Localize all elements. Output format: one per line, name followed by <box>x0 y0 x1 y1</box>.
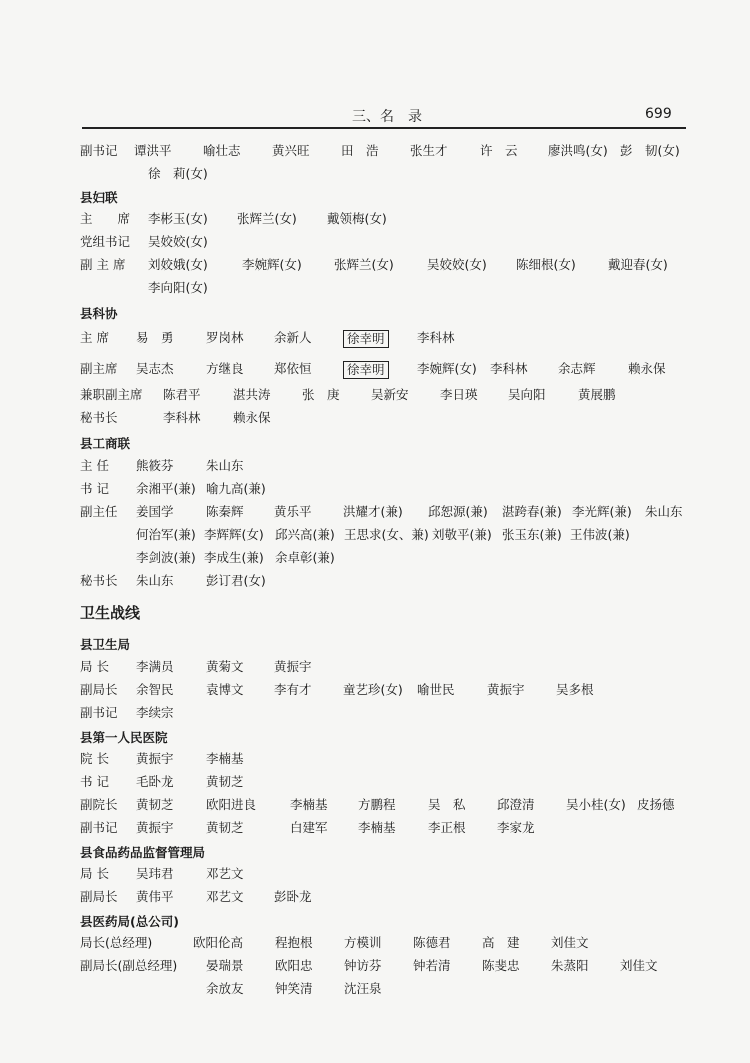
person-name: 李成生(兼) <box>204 550 264 565</box>
person-name: 李婉辉(女) <box>417 361 477 376</box>
organization-heading: 县妇联 <box>80 190 118 205</box>
person-name: 吴志杰 <box>136 361 174 376</box>
person-name: 陈斐忠 <box>482 958 520 973</box>
person-name: 李辉辉(女) <box>204 527 264 542</box>
person-name: 黄韧芝 <box>206 774 244 789</box>
position-title: 兼职副主席 <box>80 387 143 402</box>
person-name: 毛卧龙 <box>136 774 174 789</box>
person-name: 李婉辉(女) <box>242 257 302 272</box>
person-name: 钟笑清 <box>275 981 313 996</box>
person-name: 刘敬平(兼) <box>432 527 492 542</box>
position-title: 副主席 <box>80 361 118 376</box>
position-title: 主 任 <box>80 458 109 473</box>
position-title: 主 席 <box>80 211 131 226</box>
person-name: 陈君平 <box>163 387 201 402</box>
position-title: 副 主 席 <box>80 257 126 272</box>
person-name: 邓艺文 <box>206 889 244 904</box>
person-name: 喻世民 <box>417 682 455 697</box>
person-name: 何治军(兼) <box>136 527 196 542</box>
person-name: 喻九高(兼) <box>206 481 266 496</box>
person-name: 戴领梅(女) <box>327 211 387 226</box>
person-name: 李楠基 <box>206 751 244 766</box>
person-name: 姜国学 <box>136 504 174 519</box>
person-name: 李日瑛 <box>440 387 478 402</box>
person-name: 郑依恒 <box>274 361 312 376</box>
person-name: 湛跨春(兼) <box>502 504 562 519</box>
person-name: 黄菊文 <box>206 659 244 674</box>
position-title: 主 席 <box>80 330 109 345</box>
person-name: 李有才 <box>274 682 312 697</box>
person-name: 黄振宇 <box>136 751 174 766</box>
person-name: 黄兴旺 <box>272 143 310 158</box>
position-title: 党组书记 <box>80 234 131 249</box>
person-name: 黄韧芝 <box>136 797 174 812</box>
person-name: 余志辉 <box>558 361 596 376</box>
organization-heading: 县食品药品监督管理局 <box>80 845 206 860</box>
position-title: 书 记 <box>80 481 109 496</box>
person-name: 徐幸明 <box>343 330 389 348</box>
person-name: 李向阳(女) <box>148 280 208 295</box>
person-name: 李彬玉(女) <box>148 211 208 226</box>
person-name: 彭卧龙 <box>274 889 312 904</box>
organization-heading: 县医药局(总公司) <box>80 914 179 929</box>
person-name: 余卓彰(兼) <box>275 550 335 565</box>
person-name: 高 建 <box>482 935 520 950</box>
person-name: 朱山东 <box>645 504 683 519</box>
person-name: 李正根 <box>428 820 466 835</box>
person-name: 吴姣姣(女) <box>427 257 487 272</box>
person-name: 张辉兰(女) <box>334 257 394 272</box>
person-name: 方继良 <box>206 361 244 376</box>
person-name: 黄振宇 <box>274 659 312 674</box>
person-name: 陈细根(女) <box>516 257 576 272</box>
person-name: 刘佳文 <box>620 958 658 973</box>
person-name: 方鹏程 <box>358 797 396 812</box>
person-name: 李家龙 <box>497 820 535 835</box>
person-name: 张辉兰(女) <box>237 211 297 226</box>
person-name: 黄振宇 <box>136 820 174 835</box>
person-name: 欧阳进良 <box>206 797 257 812</box>
person-name: 张生才 <box>410 143 448 158</box>
person-name: 洪耀才(兼) <box>343 504 403 519</box>
page-number: 699 <box>645 106 672 122</box>
person-name: 王伟波(兼) <box>570 527 630 542</box>
person-name: 邱兴高(兼) <box>275 527 335 542</box>
person-name: 李楠基 <box>358 820 396 835</box>
position-title: 秘书长 <box>80 410 118 425</box>
person-name: 方模训 <box>344 935 382 950</box>
person-name: 黄伟平 <box>136 889 174 904</box>
person-name: 程抱根 <box>275 935 313 950</box>
header-rule <box>82 127 686 129</box>
position-title: 副局长 <box>80 682 118 697</box>
person-name: 李楠基 <box>290 797 328 812</box>
person-name: 许 云 <box>480 143 518 158</box>
person-name: 熊筱芬 <box>136 458 174 473</box>
person-name: 袁博文 <box>206 682 244 697</box>
person-name: 欧阳伦高 <box>193 935 244 950</box>
person-name: 李科林 <box>490 361 528 376</box>
person-name: 余放友 <box>206 981 244 996</box>
position-title: 局 长 <box>80 866 109 881</box>
person-name: 朱山东 <box>206 458 244 473</box>
person-name: 湛共涛 <box>233 387 271 402</box>
person-name: 吴向阳 <box>508 387 546 402</box>
position-title: 院 长 <box>80 751 109 766</box>
position-title: 副院长 <box>80 797 118 812</box>
person-name: 刘姣娥(女) <box>148 257 208 272</box>
person-name: 白建军 <box>290 820 328 835</box>
person-name: 李科林 <box>163 410 201 425</box>
person-name: 黄展鹏 <box>578 387 616 402</box>
person-name: 李科林 <box>417 330 455 345</box>
person-name: 钟若清 <box>413 958 451 973</box>
organization-heading: 县科协 <box>80 306 118 321</box>
person-name: 沈汪泉 <box>344 981 382 996</box>
person-name: 黄乐平 <box>274 504 312 519</box>
person-name: 吴 私 <box>428 797 466 812</box>
person-name: 邓艺文 <box>206 866 244 881</box>
person-name: 赖永保 <box>628 361 666 376</box>
organization-heading: 县第一人民医院 <box>80 730 168 745</box>
position-title: 副局长 <box>80 889 118 904</box>
person-name: 黄振宇 <box>487 682 525 697</box>
position-title: 局长(总经理) <box>80 935 153 950</box>
person-name: 戴迎春(女) <box>608 257 668 272</box>
person-name: 钟访芬 <box>344 958 382 973</box>
person-name: 徐 莉(女) <box>148 166 208 181</box>
person-name: 陈德君 <box>413 935 451 950</box>
person-name: 朱蒸阳 <box>551 958 589 973</box>
section-title: 卫生战线 <box>80 604 141 622</box>
person-name: 刘佳文 <box>551 935 589 950</box>
person-name: 欧阳忠 <box>275 958 313 973</box>
person-name: 张 庚 <box>302 387 340 402</box>
person-name: 李续宗 <box>136 705 174 720</box>
person-name: 吴姣姣(女) <box>148 234 208 249</box>
position-title: 副局长(副总经理) <box>80 958 178 973</box>
person-name: 李光辉(兼) <box>572 504 632 519</box>
position-title: 副书记 <box>80 705 118 720</box>
person-name: 赖永保 <box>233 410 271 425</box>
person-name: 罗岗林 <box>206 330 244 345</box>
person-name: 黄韧芝 <box>206 820 244 835</box>
person-name: 谭洪平 <box>134 143 172 158</box>
person-name: 徐幸明 <box>343 361 389 379</box>
person-name: 吴新安 <box>371 387 409 402</box>
position-title: 局 长 <box>80 659 109 674</box>
running-header: 三、名 录 <box>352 109 422 125</box>
person-name: 吴多根 <box>556 682 594 697</box>
person-name: 余新人 <box>274 330 312 345</box>
person-name: 陈秦辉 <box>206 504 244 519</box>
person-name: 易 勇 <box>136 330 174 345</box>
person-name: 童艺珍(女) <box>343 682 403 697</box>
person-name: 喻壮志 <box>203 143 241 158</box>
position-title: 副主任 <box>80 504 118 519</box>
person-name: 朱山东 <box>136 573 174 588</box>
organization-heading: 县卫生局 <box>80 637 131 652</box>
person-name: 李满员 <box>136 659 174 674</box>
person-name: 彭订君(女) <box>206 573 266 588</box>
person-name: 廖洪鸣(女) <box>548 143 608 158</box>
person-name: 邱澄清 <box>497 797 535 812</box>
person-name: 田 浩 <box>341 143 379 158</box>
person-name: 吴玮君 <box>136 866 174 881</box>
person-name: 彭 韧(女) <box>620 143 680 158</box>
position-title: 副书记 <box>80 143 118 158</box>
person-name: 皮扬德 <box>637 797 675 812</box>
person-name: 王思求(女、兼) <box>344 527 429 542</box>
person-name: 余湘平(兼) <box>136 481 196 496</box>
position-title: 书 记 <box>80 774 109 789</box>
person-name: 余智民 <box>136 682 174 697</box>
person-name: 张玉东(兼) <box>502 527 562 542</box>
organization-heading: 县工商联 <box>80 436 131 451</box>
person-name: 吴小桂(女) <box>566 797 626 812</box>
person-name: 李剑波(兼) <box>136 550 196 565</box>
person-name: 晏瑞景 <box>206 958 244 973</box>
position-title: 秘书长 <box>80 573 118 588</box>
person-name: 邱恕源(兼) <box>428 504 488 519</box>
position-title: 副书记 <box>80 820 118 835</box>
